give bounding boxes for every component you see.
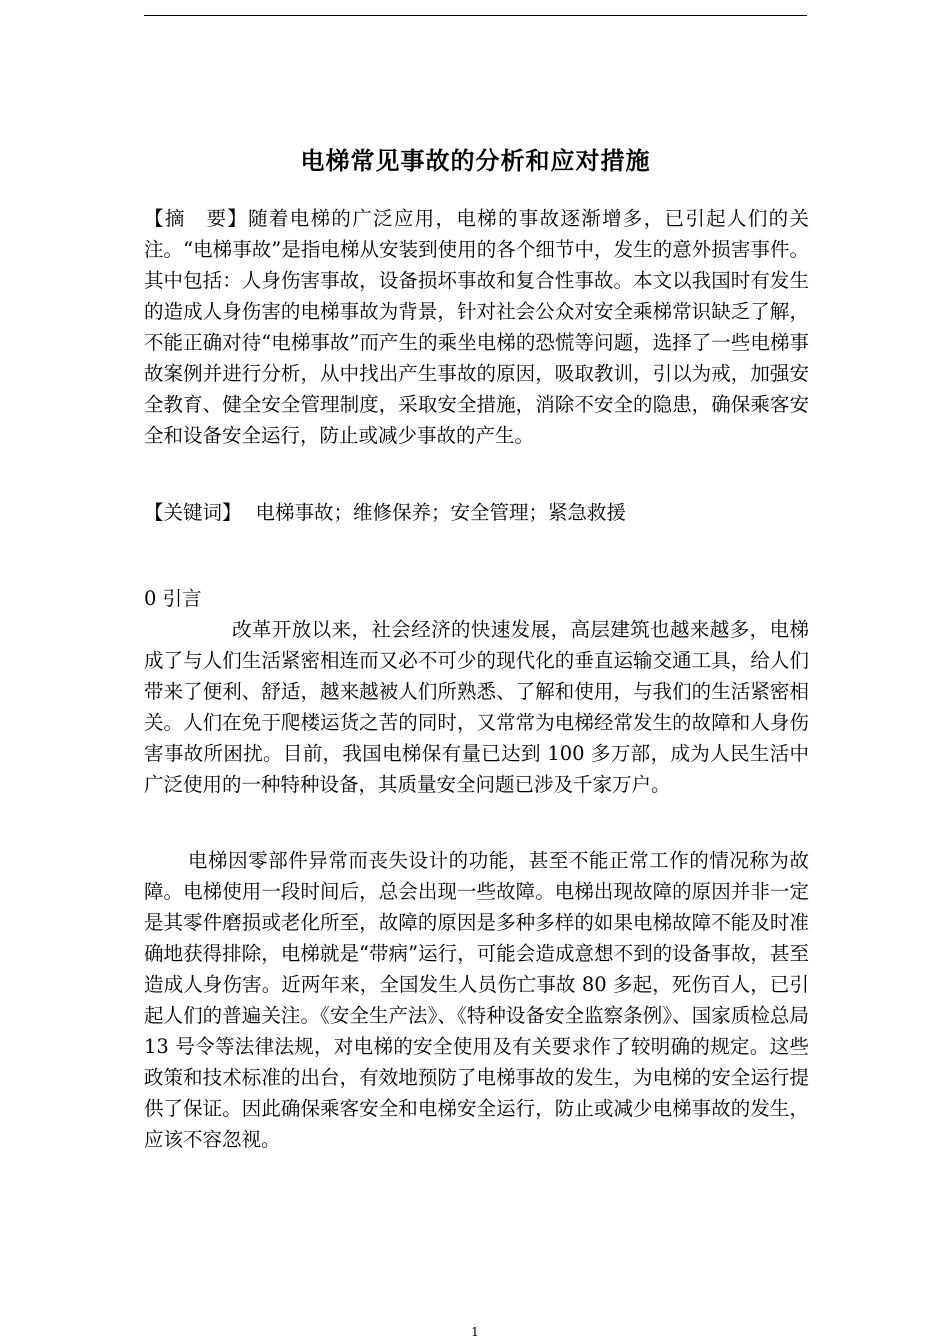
abstract-label: 【摘 要】	[144, 207, 249, 230]
keywords	[144, 497, 809, 528]
abstract	[144, 203, 809, 451]
keywords-label: 【关键词】	[144, 501, 242, 524]
header-rule	[144, 15, 807, 16]
keywords-text: 电梯事故；维修保养；安全管理；紧急救援	[255, 501, 627, 524]
page-number: 1	[471, 1325, 479, 1339]
body-paragraph-2: 电梯因零部件异常而丧失设计的功能，甚至不能正常工作的情况称为故障。电梯使用一段时间后，总会出现一些故障。电梯出现故障的原因并非一定是其零件磨损或老化所至，故障的原因是多种多样的如果电梯故障不能及时准确地获得排除，电梯就是“带病”运行，可能会造成意想不到的设备事故，甚至造成人身伤害。近两年来，全国发生人员伤亡事故 80 多起，死伤百人，已引起人们的普遍关注。《安全生产法》、《特种设备安全监察条例》、国家质检总局 13 号令等法律法规，对电梯的安全使用及有关要求作了较明确的规定。这些政策和技术标准的出台，有效地预防了电梯事故的发生，为电梯的安全运行提供了保证。因此确保乘客安全和电梯安全运行，防止或减少电梯事故的发生，应该不容忽视。	[144, 849, 809, 1151]
body-paragraph-1: 改革开放以来，社会经济的快速发展，高层建筑也越来越多，电梯成了与人们生活紧密相连而又必不可少的现代化的垂直运输交通工具，给人们带来了便利、舒适，越来越被人们所熟悉、了解和使用，与我们的生活紧密相关。人们在免于爬楼运货之苦的同时，又常常为电梯经常发生的故障和人身伤害事故所困扰。目前，我国电梯保有量已达到 100 多万部，成为人民生活中广泛使用的一种特种设备，其质量安全问题已涉及千家万户。	[144, 618, 809, 796]
abstract-text: 随着电梯的广泛应用，电梯的事故逐渐增多，已引起人们的关注。“电梯事故”是指电梯从安装到使用的各个细节中，发生的意外损害事件。其中包括：人身伤害事故，设备损坏事故和复合性事故。本文以我国时有发生的造成人身伤害的电梯事故为背景，针对社会公众对安全乘梯常识缺乏了解，不能正确对待“电梯事故”而产生的乘坐电梯的恐慌等问题，选择了一些电梯事故案例并进行分析，从中找出产生事故的原因，吸取教训，引以为戒，加强安全教育、健全安全管理制度，采取安全措施，消除不安全的隐患，确保乘客安全和设备安全运行，防止或减少事故的产生。	[144, 207, 809, 447]
section-heading: 0 引言	[144, 587, 202, 610]
document-title: 电梯常见事故的分析和应对措施	[300, 147, 651, 175]
